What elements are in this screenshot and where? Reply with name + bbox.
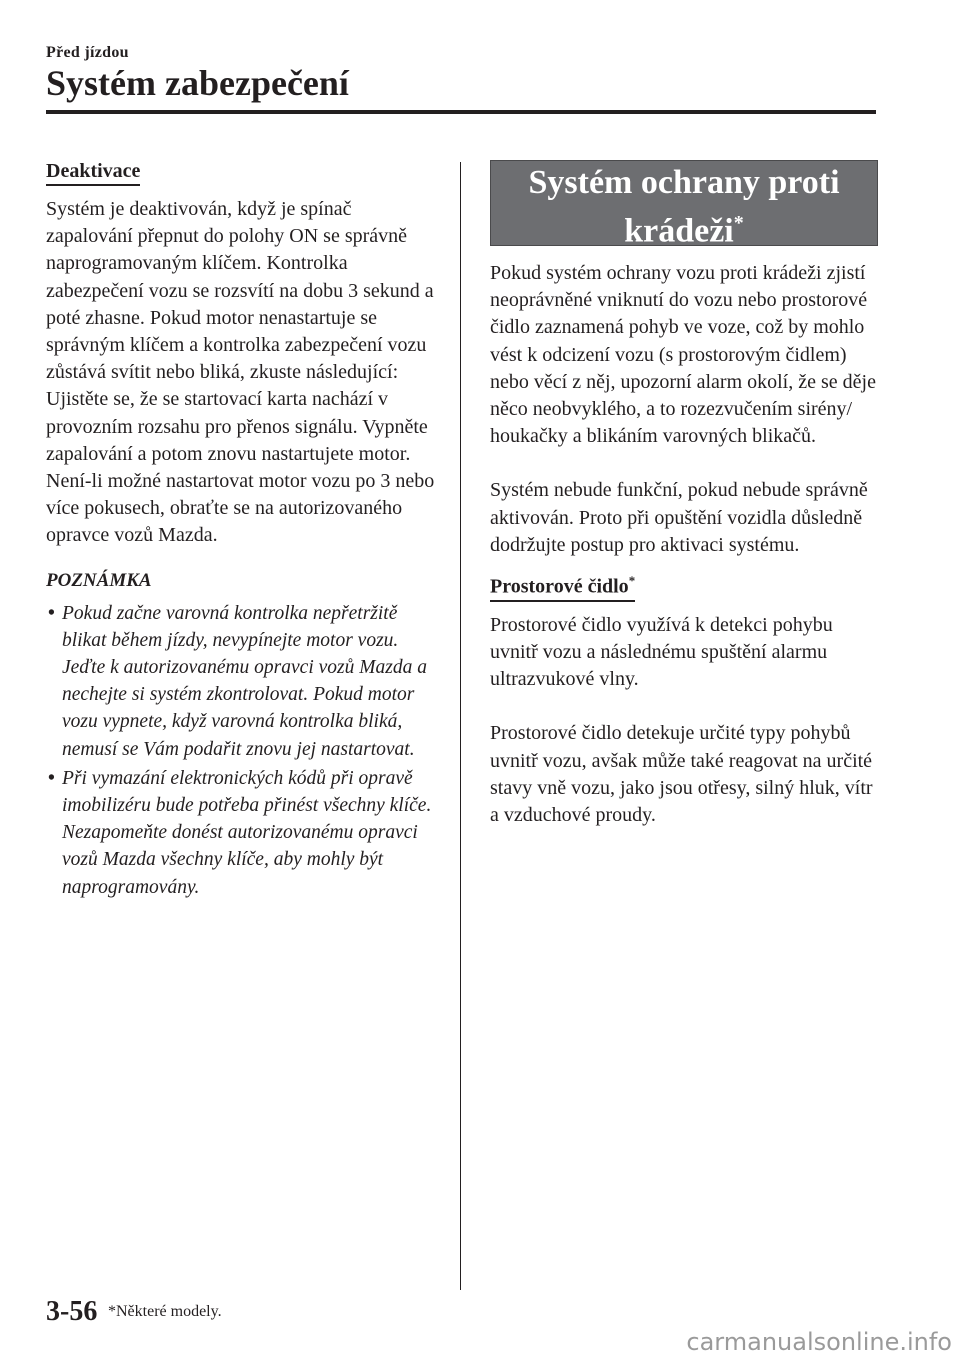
note-list [46, 600, 436, 901]
section-kicker: Před jízdou [46, 44, 129, 61]
left-column [46, 160, 436, 903]
note-item [46, 600, 436, 763]
note-item [46, 765, 436, 901]
sensor-paragraph-1: Prostorové čidlo využívá k detekci pohybu uvnitř vozu a následnému spuštění alarmu ultrazvukové vlny. [490, 613, 833, 691]
footnote: *Některé modely. [108, 1303, 222, 1320]
sensor-paragraph-2: Prostorové čidlo detekuje určité typy pohybů uvnitř vozu, avšak může také reagovat na určité stavy vně vozu, jako jsou otřesy, silný hluk, vítr a vzduchové proudy. [490, 722, 873, 826]
watermark: carmanualsonline.info [686, 1328, 952, 1356]
asterisk-mark: * [733, 212, 744, 234]
box-title-line2: krádeži [624, 212, 734, 250]
page-number: 3-56 [46, 1296, 98, 1327]
page-title: Systém zabezpečení [46, 63, 349, 103]
column-divider [460, 162, 461, 1290]
anti-theft-paragraph-1: Pokud systém ochrany vozu proti krádeži zjistí neoprávněné vniknutí do vozu nebo prostorové čidlo zaznamená pohyb ve voze, což by mohlo vést k odcizení vozu (s prostorovým čidlem) nebo věcí z něj, upozorní alarm okolí, že se děje něco neobvyklého, a to rozezvučením sirény/ houkačky a blikáním varovných blikačů. [490, 262, 876, 448]
right-column [490, 160, 880, 829]
note-text: Při vymazání elektronických kódů při opravě imobilizéru bude potřeba přinést všechny klíče. Nezapomeňte donést autorizovanému opravci vozů Mazda všechny klíče, aby mohly být naprogramovány. [62, 767, 432, 898]
bullet-icon: • [48, 602, 55, 624]
bullet-icon: • [48, 767, 55, 789]
anti-theft-title-box [490, 160, 878, 250]
box-title-line1: Systém ochrany proti [528, 164, 840, 201]
note-text: Pokud začne varovná kontrolka nepřetržitě blikat během jízdy, nevypínejte motor vozu. Jeďte k autorizovanému opravci vozů Mazda a nechejte si systém zkontrolovat. Pokud motor vozu vypnete, když varovná kontrolka bliká, nemusí se Vám podařit znovu jej nastartovat. [62, 602, 427, 760]
anti-theft-paragraph-2: Systém nebude funkční, pokud nebude správně aktivován. Proto při opuštění vozidla důsledně dodržujte postup pro aktivaci systému. [490, 479, 868, 556]
header-rule [46, 110, 876, 114]
sensor-subhead: Prostorové čidlo* [490, 573, 635, 602]
asterisk-mark: * [628, 573, 636, 589]
deactivation-subhead: Deaktivace [46, 160, 140, 186]
note-heading: POZNÁMKA [46, 569, 152, 591]
deactivation-paragraph: Systém je deaktivován, když je spínač zapalování přepnut do polohy ON se správně naprogramovaným klíčem. Kontrolka zabezpečení vozu se rozsvítí na dobu 3 sekund a poté zhasne. Pokud motor nenastartuje se správným klíčem a kontrolka zabezpečení vozu zůstává svítit nebo bliká, zkuste následující: Ujistěte se, že se startovací karta nachází v provozním rozsahu pro přenos signálu. Vypněte zapalování a potom znovu nastartujete motor. Není-li možné nastartovat motor vozu po 3 nebo více pokusech, obraťte se na autorizovaného opravce vozů Mazda. [46, 198, 435, 547]
